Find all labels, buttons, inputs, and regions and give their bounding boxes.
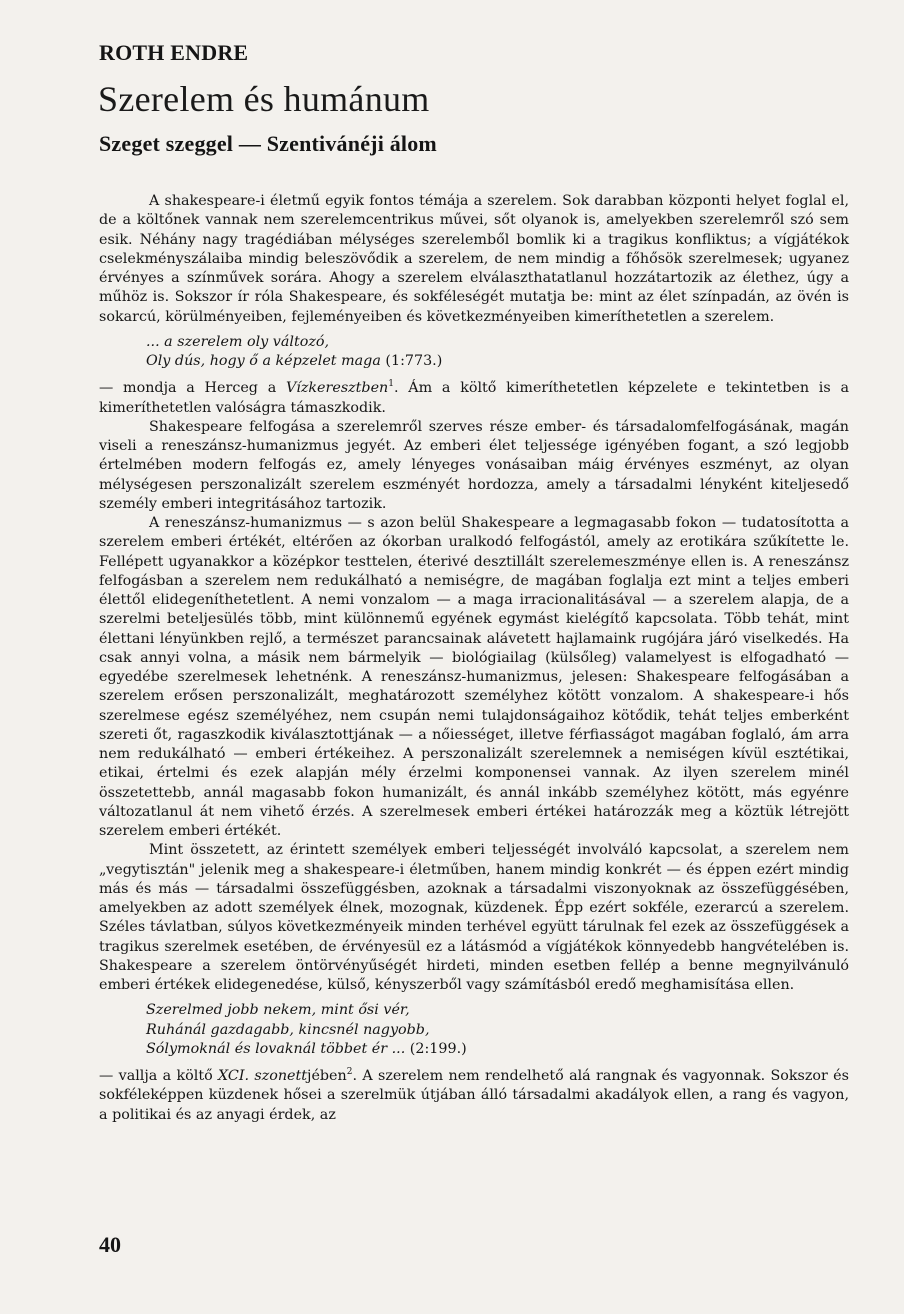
paragraph <box>99 379 849 418</box>
paragraph-text: . Ám a költő kimeríthetetlen képzelete e tekintetben is a kimeríthetetlen valóságra támaszkodik. <box>99 380 849 416</box>
article-body <box>99 192 849 1125</box>
work-title: XCI. szonett <box>218 1068 308 1084</box>
verse-citation: (1:773.) <box>385 353 443 369</box>
paragraph: A reneszánsz-humanizmus — s azon belül Shakespeare a legmagasabb fokon — tudatosította a szerelem emberi értékét, eltérően az ókorban uralkodó felfogástól, amely az erotikára szűkítette le. Fellépett ugyanakkor a középkor testtelen, éterivé desztillált szerelemeszménye ellen is. A reneszánsz felfogásban a szerelem nem redukálható a nemiségre, de magában foglalja ezt mint a teljes emberi élettől elidegeníthetetlent. A nemi vonzalom — a maga irracionalitásával — a szerelem alapja, de a szerelmi beteljesülés több, mint különnemű egyének egymást kielégítő kapcsolata. Több tehát, mint élettani lényünkben rejlő, a természet parancsainak alávetett hajlamaink rugójára járó viselkedés. Ha csak annyi volna, a másik nem bármelyik — biológiailag (külsőleg) valamelyest is elfogadható — egyedébe szerelmesek lehetnénk. A reneszánsz-humanizmus, jelesen: Shakespeare felfogásában a szerelem erősen perszonalizált, meghatározott személyhez kötött vonzalom. A shakespeare-i hős szerelmese egész személyéhez, nem csupán nemi tulajdonságaihoz kötődik, tehát teljes emberként szereti őt, ragaszkodik kiválasztottjának — a nőiességet, illetve férfiasságot magában foglaló, ám arra nem redukálható — emberi értékeihez. A perszonalizált szerelemnek a nemiségen kívül esztétikai, etikai, értelmi és ezek alapján mély érzelmi komponensei vannak. Az ilyen szerelem minél összetettebb, annál magasabb fokon humanizált, és annál inkább személyhez kötött, más egyénre változatlanul át nem vihető érzés. A szerelmesek emberi értékei határozzák meg a köztük létrejött szerelem emberi értékét. <box>99 515 849 839</box>
verse-line: Szerelmed jobb nekem, mint ősi vér, <box>146 1002 410 1019</box>
paragraph-text: jében <box>307 1068 347 1084</box>
verse-quote <box>146 333 849 372</box>
article-subtitle: Szeget szeggel — Szentivánéji álom <box>99 131 437 156</box>
verse-citation: (2:199.) <box>409 1040 467 1057</box>
verse-line: Sólymoknál és lovaknál többet ér ... <box>146 1040 406 1057</box>
paragraph <box>99 1067 849 1125</box>
verse-line: ... a szerelem oly változó, <box>146 333 330 350</box>
footnote-ref: 1 <box>388 379 394 390</box>
paragraph: Mint összetett, az érintett személyek emberi teljességét involváló kapcsolat, a szerelem nem „vegytisztán" jelenik meg a shakespeare-i életműben, hanem mindig konkrét — és éppen ezért mindig más és más — társadalmi összefüggésben, azoknak a társadalmi viszonyoknak az összefüggésében, amelyekben az adott személyek élnek, mozognak, küzdenek. Épp ezért sokféle, ezerarcú a szerelem. Széles távlatban, súlyos következményeik minden terhével együtt tárulnak fel ezek az összefüggések a tragikus szerelmek esetében, de érvényesül ez a látásmód a vígjátékok könnyedebb hangvételében is. Shakespeare a szerelem öntörvényűségét hirdeti, minden esetben fellép a benne megnyilvánuló emberi értékek elidegenedése, külső, kényszerből vagy számításból eredő meghamisítása ellen. <box>99 842 849 993</box>
footnote-ref: 2 <box>346 1067 353 1078</box>
paragraph-text: — mondja a Herceg a <box>99 380 286 397</box>
author-name: ROTH ENDRE <box>99 40 249 65</box>
paragraph-text: . A szerelem nem rendelhető alá rangnak és vagyonnak. Sokszor és sokféleképpen küzdenek hősei a szerelmük útjában álló társadalmi akadályok ellen, a rang és vagyon, a politikai és az anyagi érdek, az <box>99 1068 849 1123</box>
paragraph: Shakespeare felfogása a szerelemről szerves része ember- és társadalomfelfogásának, magán viseli a reneszánsz-humanizmus jegyét. Az emberi élet teljessége igényében fogant, a szó legjobb értelmében modern felfogás ez, amely lényeges vonásaiban máig érvényes eszményt, az olyan mélységesen perszonalizált szerelem eszményét hordozza, amely a társadalmi lényként kiteljesedő személy emberi integritásához tartozik. <box>99 418 849 512</box>
verse-line: Oly dús, hogy ő a képzelet maga <box>146 353 381 369</box>
paragraph-text: — vallja a költő <box>99 1068 218 1084</box>
work-title: Vízkeresztben <box>285 380 389 397</box>
page-number: 40 <box>99 1232 121 1257</box>
verse-line-with-cite <box>146 352 849 371</box>
verse-line-with-cite <box>146 1040 849 1059</box>
article-title: Szerelem és humánum <box>98 79 430 119</box>
verse-line: Ruhánál gazdagabb, kincsnél nagyobb, <box>146 1021 430 1038</box>
paragraph: A shakespeare-i életmű egyik fontos témája a szerelem. Sok darabban központi helyet foglal el, de a költőnek vannak nem szerelemcentrikus művei, sőt olyanok is, amelyekben szerelemről szó sem esik. Néhány nagy tragédiában mélységes szerelemből bomlik ki a tragikus konfliktus; a vígjátékok cselekményszálaiba mindig beleszövődik a szerelem, de nem mindig a főhősök szerelmesek; ugyanez érvényes a színművek sorára. Ahogy a szerelem elválaszthatatlanul hozzátartozik az élethez, úgy a műhöz is. Sokszor ír róla Shakespeare, és sokféleségét mutatja be: mint az élet színpadán, az övén is sokarcú, körülményeiben, fejleményeiben és következményeiben kimeríthetetlen a szerelem. <box>99 193 849 325</box>
verse-quote <box>146 1001 849 1059</box>
